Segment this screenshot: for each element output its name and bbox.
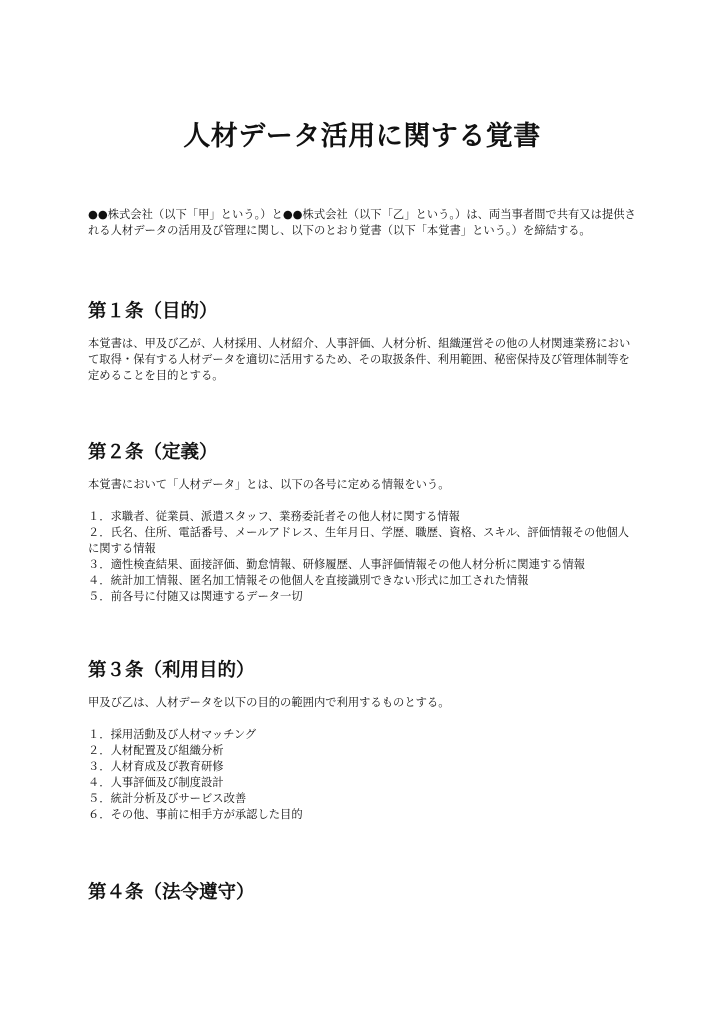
article-2-body: 本覚書において「人材データ」とは、以下の各号に定める情報をいう。 [88,478,450,491]
list-item: ４．人事評価及び制度設計 [88,776,224,789]
list-item: ５．前各号に付随又は関連するデータ一切 [88,590,303,603]
article-3-body: 甲及び乙は、人材データを以下の目的の範囲内で利用するものとする。 [88,696,450,709]
list-item: ５．統計分析及びサービス改善 [88,792,247,805]
list-item: ６．その他、事前に相手方が承認した目的 [88,808,303,821]
article-1-body: 本覚書は、甲及び乙が、人材採用、人材紹介、人事評価、人材分析、組織運営その他の人材関連業務において取得・保有する人材データを適切に活用するため、その取扱条件、利用範囲、秘密保持及び管理体制等を定めることを目的とする。 [88,337,631,382]
document-title: 人材データ活用に関する覚書 [183,121,541,152]
preamble-paragraph: ●●株式会社（以下「甲」という。）と●●株式会社（以下「乙」という。）は、両当事者間で共有又は提供される人材データの活用及び管理に関し、以下のとおり覚書（以下「本覚書」という。）を締結する。 [88,208,636,237]
article-2-heading: 第２条（定義） [88,442,218,463]
list-item: １．求職者、従業員、派遣スタッフ、業務委託者その他人材に関する情報 [88,510,460,523]
list-item: ２．氏名、住所、電話番号、メールアドレス、生年月日、学歴、職歴、資格、スキル、評価情報その他個人に関する情報 [88,526,630,555]
list-item: ４．統計加工情報、匿名加工情報その他個人を直接識別できない形式に加工された情報 [88,574,529,587]
article-4-heading: 第４条（法令遵守） [88,882,255,903]
article-3-list [88,727,640,823]
article-2-list [88,509,640,605]
list-item: ３．適性検査結果、面接評価、勤怠情報、研修履歴、人事評価情報その他人材分析に関連する情報 [88,558,586,571]
list-item: ３．人材育成及び教育研修 [88,760,224,773]
article-3-heading: 第３条（利用目的） [88,660,255,681]
article-1-heading: 第１条（目的） [88,301,218,322]
list-item: １．採用活動及び人材マッチング [88,728,257,741]
list-item: ２．人材配置及び組織分析 [88,744,224,757]
